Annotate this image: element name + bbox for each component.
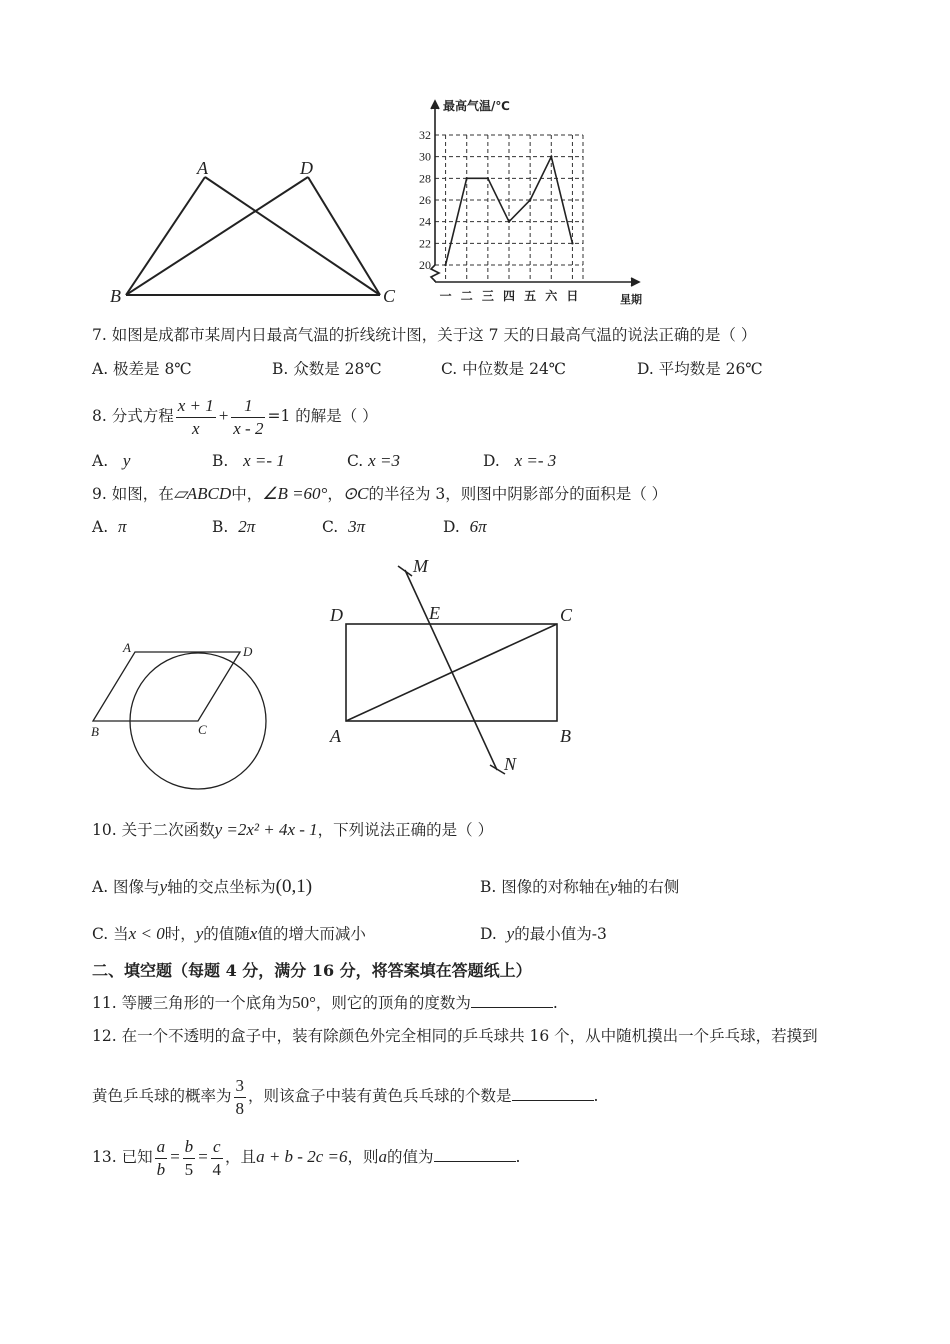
segment-ac	[205, 177, 380, 295]
mark-n	[490, 765, 505, 774]
q13-f3-numerator: c	[211, 1136, 224, 1159]
q11-answer-blank[interactable]	[471, 993, 553, 1008]
q9-mid2: ，	[327, 485, 343, 503]
q7-option-c: C. 中位数是 24℃	[441, 360, 567, 378]
q13-mid: ，且	[225, 1148, 257, 1166]
y-tick-label-20: 20	[419, 258, 431, 272]
question-8-stem	[92, 393, 378, 440]
q8-option-b	[212, 451, 285, 471]
y-axis-arrow	[431, 101, 439, 109]
label-e: E	[429, 603, 440, 623]
q10-option-c-text4: 值的增大而减小	[257, 925, 366, 943]
rectangle-bisector-figure	[320, 555, 590, 790]
q13-answer-blank[interactable]	[434, 1147, 516, 1162]
y-tick-label-22: 22	[419, 236, 431, 251]
q13-eq1: =	[169, 1147, 181, 1166]
q10-suffix: ，下列说法正确的是（ ）	[317, 821, 494, 839]
data-point-0	[444, 264, 446, 266]
q13-f2-numerator: b	[183, 1136, 196, 1159]
label-b: B	[110, 286, 121, 306]
q7-option-b: B. 众数是 28℃	[272, 360, 382, 378]
q8-frac2-denominator: x - 2	[233, 418, 264, 438]
q10-option-c-condition: x < 0	[128, 924, 165, 943]
x-tick-label-3: 四	[502, 289, 516, 303]
data-point-2	[487, 177, 489, 179]
y-tick-label-28: 28	[419, 171, 431, 186]
q11-prefix: 11. 等腰三角形的一个底角为	[92, 994, 293, 1012]
x-tick-label-4: 五	[524, 289, 537, 303]
q13-eq2: =	[197, 1147, 209, 1166]
q13-mid2: ，则	[347, 1148, 379, 1166]
data-point-4	[529, 199, 531, 201]
q7-option-d: D. 平均数是 26℃	[637, 360, 763, 378]
label-c: C	[198, 722, 207, 737]
q8-option-c	[347, 451, 400, 471]
q10-option-c-text3: 的值随	[203, 925, 250, 943]
q10-option-a-text2: 轴的交点坐标为	[167, 878, 276, 896]
q10-option-d-text2: 的最小值为-3	[514, 925, 607, 943]
q13-fraction-2	[183, 1136, 196, 1181]
q12-line2-suffix: ，则该盒子中装有黄色兵乓球的个数是	[248, 1087, 512, 1105]
parallelogram-abcd	[93, 652, 240, 721]
q13-var: a	[378, 1147, 387, 1166]
y-tick-label-32: 32	[419, 128, 431, 142]
q10-option-b-text2: 轴的右侧	[617, 878, 680, 896]
x-tick-label-5: 六	[545, 289, 558, 303]
q9-mid1: 中，	[231, 485, 263, 503]
q10-option-c-text: C. 当	[92, 925, 129, 943]
q8-option-d	[483, 451, 556, 471]
q13-end: .	[515, 1148, 521, 1166]
y-tick-label-26: 26	[419, 193, 431, 207]
q12-line2-prefix: 黄色乒乓球的概率为	[92, 1087, 232, 1105]
q12-frac-denominator: 8	[235, 1098, 245, 1118]
q8-option-a	[92, 451, 130, 471]
q9-option-c	[322, 517, 365, 537]
q8-fraction-2	[231, 395, 265, 440]
q10-prefix: 10. 关于二次函数	[92, 821, 215, 839]
label-b: B	[91, 724, 99, 739]
q7-option-a: A. 极差是 8℃	[92, 360, 192, 378]
q13-prefix: 13. 已知	[92, 1148, 153, 1166]
x-tick-label-6: 日	[566, 289, 579, 303]
q9-option-a	[92, 517, 127, 537]
data-point-5	[550, 155, 552, 157]
q8-option-b-label: B.	[212, 452, 229, 470]
q13-suffix: 的值为	[386, 1148, 434, 1166]
q8-prefix: 8. 分式方程	[92, 407, 174, 425]
y-axis-break	[431, 265, 439, 282]
y-axis-label: 最高气温/℃	[443, 99, 510, 113]
label-a: A	[197, 158, 208, 178]
q12-answer-blank[interactable]	[512, 1086, 594, 1101]
q9-option-b	[212, 517, 255, 537]
q8-option-c-label: C.	[347, 452, 364, 470]
segment-dc	[308, 177, 380, 295]
line-mn	[405, 570, 497, 770]
q13-f2-denominator: 5	[184, 1159, 194, 1179]
q9-option-d	[443, 517, 487, 537]
q8-suffix: =1 的解是（ ）	[267, 407, 378, 425]
q9-option-c-label: C.	[322, 518, 339, 536]
q8-frac1-denominator: x	[191, 418, 200, 438]
segment-bd	[126, 177, 308, 295]
q10-option-a	[92, 877, 312, 897]
q9-option-d-label: D.	[443, 518, 460, 536]
label-a: A	[123, 640, 131, 655]
q12-frac-numerator: 3	[234, 1075, 247, 1098]
q11-angle: 50°	[292, 993, 316, 1012]
triangles-figure	[100, 150, 410, 310]
section-2-title: 二、填空题（每题 4 分，满分 16 分，将答案填在答题纸上）	[92, 961, 532, 980]
parallelogram-circle-figure	[85, 630, 280, 795]
q10-option-c	[92, 924, 366, 944]
question-10-stem	[92, 820, 493, 840]
q13-f3-denominator: 4	[212, 1159, 222, 1179]
q9-option-d-value: 6π	[469, 517, 487, 536]
q10-option-c-var2: x	[249, 924, 258, 943]
q10-option-d-text: D.	[480, 925, 502, 943]
question-12-line2	[92, 1072, 598, 1120]
label-c: C	[383, 286, 396, 306]
mark-m	[398, 566, 412, 576]
q9-option-c-value: 3π	[348, 517, 366, 536]
q9-suffix: 的半径为 3，则图中阴影部分的面积是（ ）	[368, 485, 668, 503]
q10-option-c-var1: y	[195, 924, 204, 943]
q8-plus: +	[217, 406, 230, 425]
data-point-1	[466, 177, 468, 179]
q9-option-a-label: A.	[92, 518, 109, 536]
q9-parallelogram: ▱ABCD	[173, 484, 232, 503]
q10-option-a-var: y	[159, 877, 168, 896]
q9-option-b-value: 2π	[238, 517, 256, 536]
q10-option-b	[480, 877, 679, 897]
q8-option-b-value: x =- 1	[243, 451, 285, 470]
q8-frac1-numerator: x + 1	[176, 395, 216, 418]
q10-option-b-text: B. 图像的对称轴在	[480, 878, 610, 896]
q8-frac2-numerator: 1	[231, 395, 265, 418]
q10-option-d-var: y	[506, 924, 515, 943]
question-9-stem	[92, 484, 667, 504]
q12-fraction	[234, 1075, 247, 1120]
q8-option-a-label: A.	[92, 452, 109, 470]
label-n: N	[504, 754, 517, 774]
q11-end: .	[552, 994, 558, 1012]
q13-condition: a + b - 2c =6	[256, 1147, 348, 1166]
q13-fraction-3	[211, 1136, 224, 1181]
q13-f1-numerator: a	[155, 1136, 168, 1159]
q8-fraction-1	[176, 395, 216, 440]
q13-f1-denominator: b	[156, 1159, 166, 1179]
q12-end: .	[593, 1087, 599, 1105]
x-tick-label-2: 三	[481, 289, 494, 303]
q13-fraction-1	[155, 1136, 168, 1181]
y-tick-label-24: 24	[419, 214, 431, 229]
question-12-line1: 12. 在一个不透明的盒子中，装有除颜色外完全相同的乒乓球共 16 个，从中随机摸出一个乒乓球，若摸到	[92, 1027, 818, 1045]
q9-prefix: 9. 如图，在	[92, 485, 174, 503]
x-tick-label-0: 一	[439, 289, 452, 303]
data-point-3	[508, 220, 510, 222]
q9-circle: ⊙C	[342, 484, 369, 503]
segment-ba	[126, 177, 205, 295]
label-d: D	[243, 644, 253, 659]
q9-option-a-value: π	[117, 517, 127, 536]
y-tick-label-30: 30	[419, 149, 431, 164]
label-c: C	[560, 605, 573, 625]
label-d: D	[300, 158, 313, 178]
x-axis-label: 星期	[620, 293, 642, 306]
q9-angle: ∠B =60°	[262, 484, 328, 503]
q10-option-c-text2: 时，	[164, 925, 196, 943]
label-b: B	[560, 726, 571, 746]
data-point-6	[571, 242, 573, 244]
x-tick-label-1: 二	[460, 289, 473, 303]
q11-suffix: ，则它的顶角的度数为	[315, 994, 471, 1012]
q8-option-d-label: D.	[483, 452, 500, 470]
label-d: D	[330, 605, 343, 625]
label-a: A	[330, 726, 341, 746]
q10-option-a-text: A. 图像与	[92, 878, 160, 896]
temperature-line-chart	[405, 95, 675, 310]
q8-option-d-value: x =- 3	[514, 451, 557, 470]
q10-option-a-point: (0,1)	[275, 876, 313, 897]
question-11-stem	[92, 993, 558, 1013]
label-m: M	[413, 556, 428, 576]
q8-option-a-value: y	[122, 451, 131, 470]
q9-option-b-label: B.	[212, 518, 229, 536]
question-13-stem	[92, 1133, 520, 1181]
question-7-stem: 7. 如图是成都市某周内日最高气温的折线统计图，关于这 7 天的日最高气温的说法正确的是（ ）	[92, 326, 757, 344]
q10-function: y =2x² + 4x - 1	[214, 820, 318, 839]
x-axis-arrow	[631, 278, 639, 286]
q8-option-c-value: x =3	[368, 451, 400, 470]
q10-option-d	[480, 924, 607, 944]
q10-option-b-var: y	[609, 877, 618, 896]
